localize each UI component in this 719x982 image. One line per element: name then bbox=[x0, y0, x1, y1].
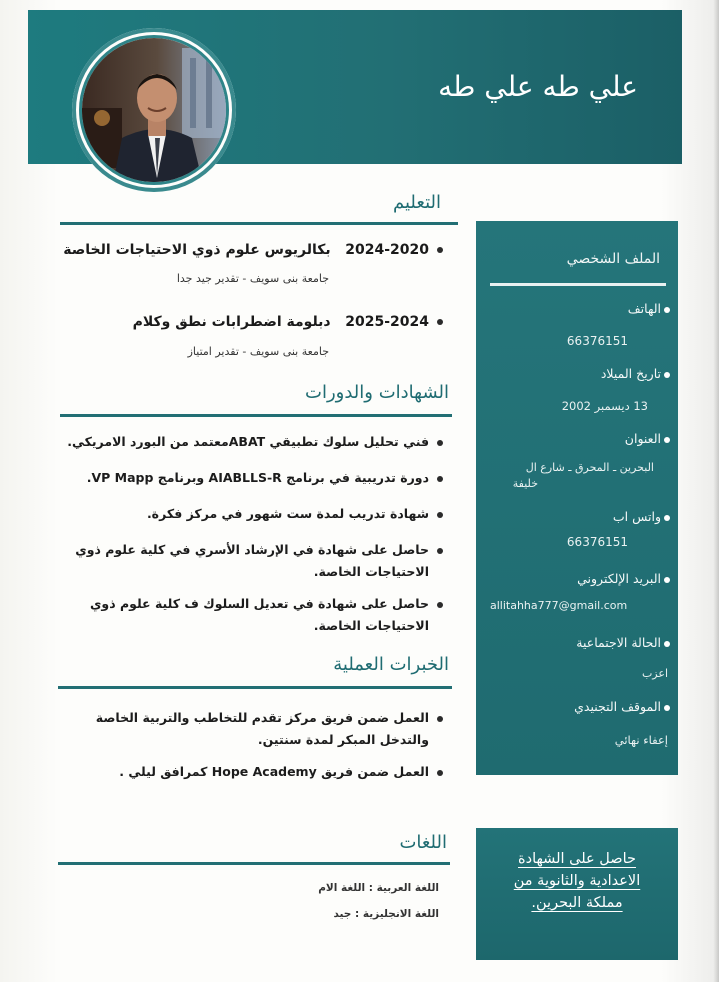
schooling-note-line1: حاصل على الشهادة bbox=[518, 851, 636, 867]
bullet-icon bbox=[437, 476, 443, 482]
experience-item-1: العمل ضمن فريق مركز تقدم للتخاطب والتربية الخاصة bbox=[96, 706, 443, 730]
education-item-2: 2025-2024 دبلومة اضطرابات نطق وكلام bbox=[133, 314, 443, 330]
marital-status-label: الحالة الاجتماعية bbox=[576, 635, 670, 650]
schooling-note-line2: الاعدادية والثانوية من bbox=[513, 873, 641, 889]
experience-title: الخبرات العملية bbox=[333, 654, 449, 675]
education-item-1-detail: جامعة بنى سويف - تقدير جيد جدا bbox=[176, 272, 329, 285]
bullet-icon bbox=[437, 440, 443, 446]
certificate-item-4-line2: الاحتياجات الخاصة. bbox=[313, 564, 429, 579]
experience-item-1-line2: والتدخل المبكر لمدة سنتين. bbox=[257, 732, 429, 747]
certificate-item-4: حاصل على شهادة في الإرشاد الأسري في كلية علوم ذوي bbox=[75, 538, 443, 562]
language-item-2: اللغة الانجليزية : جيد bbox=[333, 908, 439, 920]
certificate-item-3: شهادة تدريب لمدة ست شهور في مركز فكرة. bbox=[147, 502, 443, 526]
email-label: البريد الإلكتروني bbox=[577, 571, 670, 586]
birthdate-label: تاريخ الميلاد bbox=[601, 366, 670, 381]
military-status-label: الموقف التجنيدي bbox=[574, 699, 670, 714]
bullet-icon bbox=[437, 716, 443, 722]
bullet-icon bbox=[437, 548, 443, 554]
bullet-icon bbox=[437, 247, 443, 253]
education-divider bbox=[60, 222, 458, 225]
bullet-icon bbox=[437, 770, 443, 776]
bullet-icon bbox=[437, 512, 443, 518]
certificate-item-5: حاصل على شهادة في تعديل السلوك ف كلية علوم ذوي bbox=[90, 592, 443, 616]
certificate-item-2: دورة تدريبية في برنامج AIABLLS-R وبرنامج VP Mapp. bbox=[87, 466, 443, 490]
languages-divider bbox=[58, 862, 450, 865]
certificates-divider bbox=[60, 414, 452, 417]
bullet-icon bbox=[437, 319, 443, 325]
profile-title: الملف الشخصي bbox=[566, 251, 660, 267]
certificate-item-5-line2: الاحتياجات الخاصة. bbox=[313, 618, 429, 633]
phone-label: الهاتف bbox=[628, 301, 670, 316]
education-title: التعليم bbox=[393, 192, 441, 213]
certificate-item-1: فني تحليل سلوك تطبيقي ABATمعتمد من البورد الامريكي. bbox=[67, 430, 443, 454]
whatsapp-value: 66376151 bbox=[566, 535, 628, 549]
address-value-line2: خليفة bbox=[512, 477, 538, 490]
person-name: علي طه علي طه bbox=[438, 70, 638, 103]
military-status-value: إعفاء نهائي bbox=[614, 733, 668, 747]
address-label: العنوان bbox=[625, 431, 670, 446]
education-item-1: 2024-2020 بكالريوس علوم ذوي الاحتياجات الخاصة bbox=[63, 242, 443, 258]
email-value: allitahha777@gmail.com bbox=[490, 599, 628, 612]
languages-title: اللغات bbox=[399, 832, 447, 853]
schooling-note-line3: مملكة البحرين. bbox=[531, 895, 623, 911]
whatsapp-label: واتس اب bbox=[613, 509, 670, 524]
experience-item-2: العمل ضمن فريق Hope Academy كمرافق ليلي . bbox=[119, 760, 443, 784]
certificates-title: الشهادات والدورات bbox=[305, 382, 449, 403]
experience-divider bbox=[58, 686, 452, 689]
marital-status-value: اعزب bbox=[641, 667, 668, 680]
education-item-2-detail: جامعة بنى سويف - تقدير امتياز bbox=[187, 345, 329, 358]
bullet-icon bbox=[437, 602, 443, 608]
language-item-1: اللغة العربية : اللغة الام bbox=[318, 882, 439, 894]
address-value-line1: البحرين ـ المحرق ـ شارع ال bbox=[525, 461, 654, 474]
phone-value: 66376151 bbox=[566, 334, 628, 348]
birthdate-value: 13 ديسمبر 2002 bbox=[561, 399, 648, 413]
